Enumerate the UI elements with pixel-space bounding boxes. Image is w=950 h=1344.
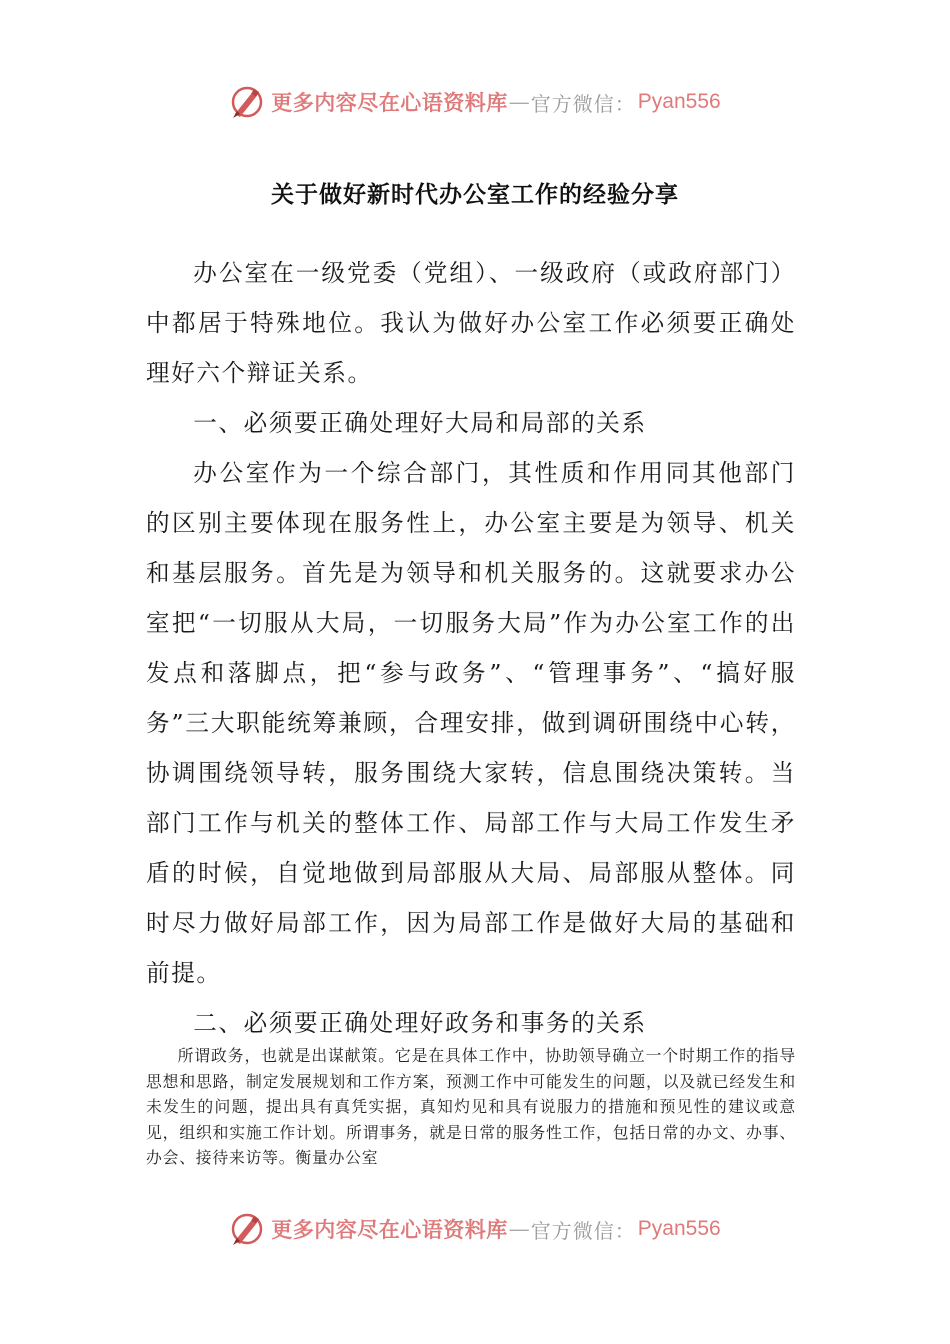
header-wechat-id: Pyan556 — [637, 90, 721, 113]
pen-logo-icon — [229, 1211, 265, 1247]
header-official-label: 官方微信： — [530, 91, 636, 116]
document-title: 关于做好新时代办公室工作的经验分享 — [271, 182, 679, 208]
section-2-paragraph: 所谓政务，也就是出谋献策。它是在具体工作中，协助领导确立一个时期工作的指导思想和思路，制定发展规划和工作方案，预测工作中可能发生的问题，以及就已经发生和未发生的问题，提出具有真凭实据，真知灼见和具有说服力的措施和预见性的建议或意见，组织和实施工作计划。所谓事务，就是日常的服务性工作，包括日常的办文、办事、办会、接待来访等。衡量办公室 — [146, 1046, 796, 1167]
header-dash: — — [508, 90, 530, 114]
header-brand-text: 更多内容尽在心语资料库 — [271, 90, 508, 115]
footer-brand-text: 更多内容尽在心语资料库 — [271, 1217, 508, 1242]
footer-dash: — — [508, 1217, 530, 1241]
pen-logo-icon — [229, 84, 265, 120]
section-heading-2: 二、必须要正确处理好政务和事务的关系 — [193, 1009, 647, 1037]
header-watermark-banner — [0, 82, 950, 122]
section-heading-1: 一、必须要正确处理好大局和局部的关系 — [193, 409, 647, 437]
intro-paragraph: 办公室在一级党委（党组）、一级政府（或政府部门）中都居于特殊地位。我认为做好办公室工作必须要正确处理好六个辩证关系。 — [146, 259, 796, 387]
document-body — [146, 248, 796, 1048]
footer-watermark-banner — [0, 1209, 950, 1249]
footer-wechat-id: Pyan556 — [637, 1217, 721, 1240]
section-1-paragraph: 办公室作为一个综合部门，其性质和作用同其他部门的区别主要体现在服务性上，办公室主要是为领导、机关和基层服务。首先是为领导和机关服务的。这就要求办公室把“一切服从大局，一切服务大局”作为办公室工作的出发点和落脚点，把“参与政务”、“管理事务”、“搞好服务”三大职能统筹兼顾，合理安排，做到调研围绕中心转，协调围绕领导转，服务围绕大家转，信息围绕决策转。当部门工作与机关的整体工作、局部工作与大局工作发生矛盾的时候，自觉地做到局部服从大局、局部服从整体。同时尽力做好局部工作，因为局部工作是做好大局的基础和前提。 — [146, 459, 796, 987]
footer-official-label: 官方微信： — [530, 1218, 636, 1243]
document-small-text — [146, 1043, 796, 1171]
